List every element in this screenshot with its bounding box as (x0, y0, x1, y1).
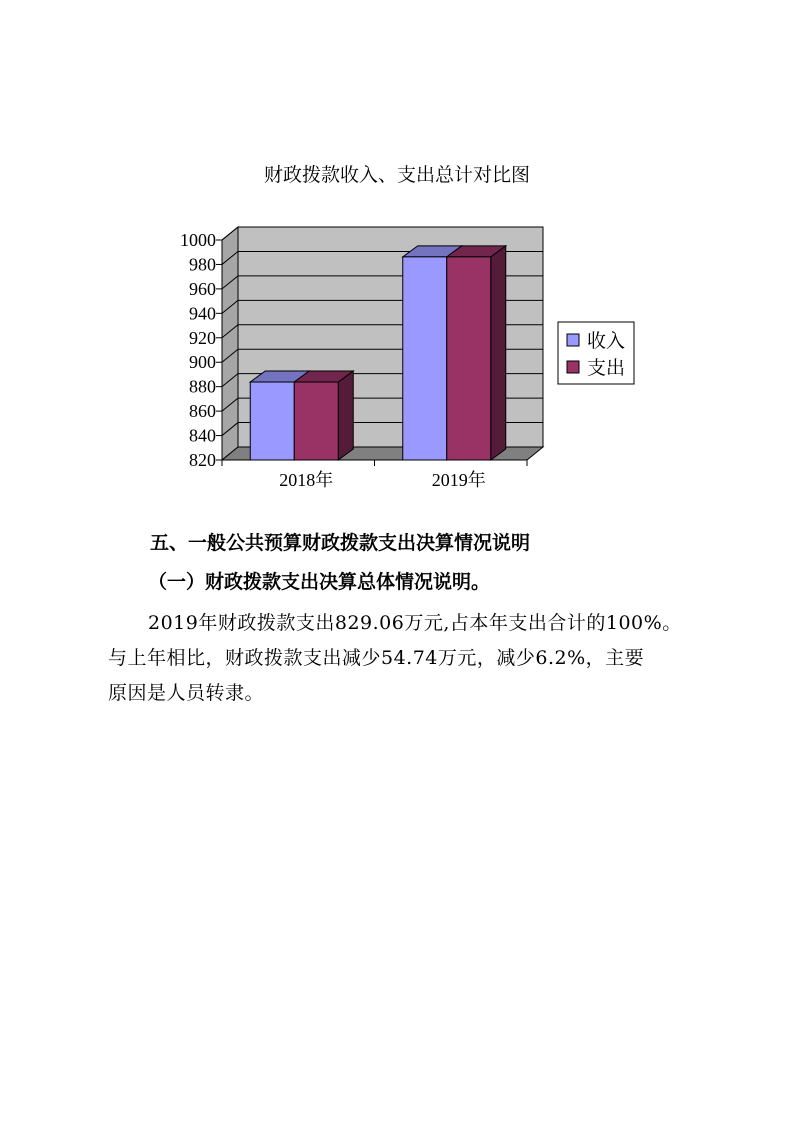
paragraph-line: 与上年相比，财政拨款支出减少54.74万元，减少6.2%，主要 (108, 647, 645, 669)
legend-swatch-支出 (567, 361, 579, 373)
chart-container (0, 0, 794, 500)
legend-swatch-收入 (567, 334, 579, 346)
y-tick-label: 920 (189, 327, 216, 348)
y-tick-label: 940 (189, 303, 216, 324)
body-paragraph (108, 606, 708, 711)
x-category-label: 2019年 (431, 470, 486, 490)
y-tick-label: 880 (189, 376, 216, 397)
bar-side-支出 (338, 371, 353, 460)
bar-支出-2018年 (294, 382, 338, 460)
bar-收入-2018年 (250, 382, 294, 460)
x-category-label: 2018年 (279, 470, 334, 490)
paragraph-line: 原因是人员转隶。 (108, 682, 265, 704)
y-tick-label: 1000 (180, 230, 216, 250)
chart-title: 财政拨款收入、支出总计对比图 (263, 164, 530, 186)
bar-支出-2019年 (447, 257, 491, 460)
y-tick-label: 960 (189, 278, 216, 299)
y-tick-label: 840 (189, 425, 216, 446)
y-tick-label: 860 (189, 401, 216, 422)
bar-side-支出 (491, 246, 506, 460)
legend-label: 收入 (587, 330, 626, 352)
legend-label: 支出 (587, 357, 626, 379)
bar-chart (0, 0, 794, 500)
sub-heading: （一）财政拨款支出决算总体情况说明。 (148, 571, 491, 593)
y-tick-label: 900 (189, 352, 216, 373)
y-tick-label: 980 (189, 254, 216, 275)
section-heading: 五、一般公共预算财政拨款支出决算情况说明 (150, 532, 531, 554)
bar-收入-2019年 (403, 257, 447, 460)
y-tick-label: 820 (189, 450, 216, 470)
paragraph-line: 2019年财政拨款支出829.06万元,占本年支出合计的100%。 (148, 612, 682, 634)
